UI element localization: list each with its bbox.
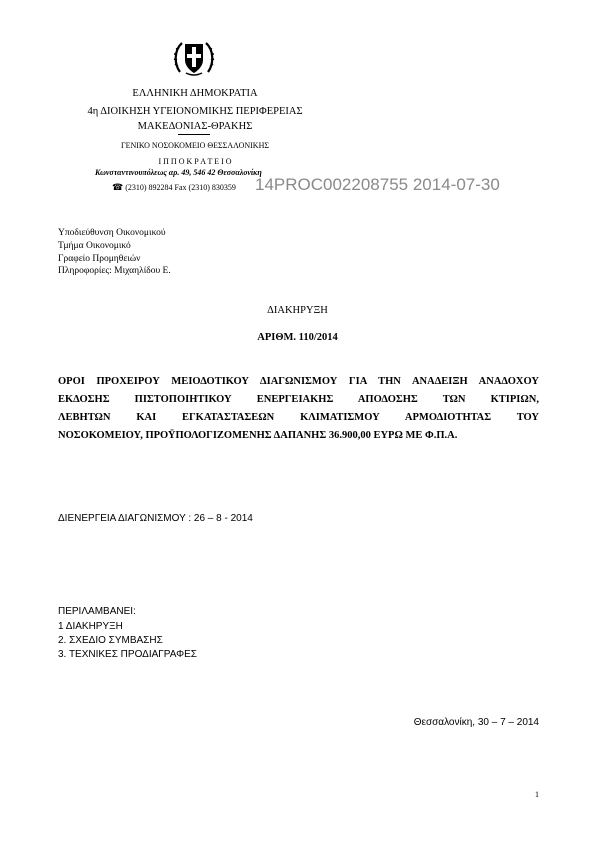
phone-fax-line [112, 182, 236, 193]
hospital-full-name: ΓΕΝΙΚΟ ΝΟΣΟΚΟΜΕΙΟ ΘΕΣΣΑΛΟΝΙΚΗΣ [120, 141, 270, 150]
department-line-3: Γραφείο Προμηθειών [58, 254, 141, 264]
tender-date: ΔΙΕΝΕΡΓΕΙΑ ΔΙΑΓΩΝΙΣΜΟΥ : 26 – 8 - 2014 [58, 513, 253, 524]
document-heading: ΔΙΑΚΗΡΥΞΗ [267, 305, 328, 316]
page-number: 1 [535, 790, 539, 799]
country-name: ΕΛΛΗΝΙΚΗ ΔΗΜΟΚΡΑΤΙΑ [132, 88, 258, 99]
department-line-2: Τμήμα Οικονομικό [58, 241, 131, 251]
registry-stamp: 14PROC002208755 2014-07-30 [255, 175, 500, 194]
contents-item: 3. ΤΕΧΝΙΚΕΣ ΠΡΟΔΙΑΓΡΑΦΕΣ [58, 649, 197, 660]
department-line-1: Υποδιεύθυνση Οικονομικού [58, 228, 166, 238]
document-number: ΑΡΙΘΜ. 110/2014 [257, 332, 338, 343]
header-divider [178, 134, 210, 135]
hospital-name: Ι Π Π Ο Κ Ρ Α Τ Ε Ι Ο [158, 157, 232, 166]
subject-line-1: ΟΡΟΙ ΠΡΟΧΕΙΡΟΥ ΜΕΙΟΔΟΤΙΚΟΥ ΔΙΑΓΩΝΙΣΜΟΥ ΓΙΑ ΤΗΝ ΑΝΑΔΕΙΞΗ ΑΝΑΔΟΧΟΥ [58, 376, 539, 387]
department-line-4: Πληροφορίες: Μιχαηλίδου Ε. [58, 266, 171, 276]
telephone-icon: ☎ [112, 182, 124, 192]
subject-line-4: ΝΟΣΟΚΟΜΕΙΟΥ, ΠΡΟΫΠΟΛΟΓΙΖΟΜΕΝΗΣ ΔΑΠΑΝΗΣ 36.900,00 ΕΥΡΩ ΜΕ Φ.Π.Α. [58, 430, 458, 441]
place-date: Θεσσαλονίκη, 30 – 7 – 2014 [413, 717, 539, 728]
region-name: ΜΑΚΕΔΟΝΙΑΣ-ΘΡΑΚΗΣ [137, 121, 253, 132]
hospital-address: Κωνσταντινουπόλεως αρ. 49, 546 42 Θεσσαλονίκη [95, 168, 262, 177]
health-authority: 4η ΔΙΟΙΚΗΣΗ ΥΓΕΙΟΝΟΜΙΚΗΣ ΠΕΡΙΦΕΡΕΙΑΣ [87, 106, 303, 117]
greek-coat-of-arms-icon [172, 38, 216, 78]
contents-heading: ΠΕΡΙΛΑΜΒΑΝΕΙ: [58, 606, 136, 617]
contents-item: 2. ΣΧΕΔΙΟ ΣΥΜΒΑΣΗΣ [58, 635, 163, 646]
phone-fax: (2310) 892284 Fax (2310) 830359 [125, 183, 236, 192]
subject-line-2: ΕΚΔΟΣΗΣ ΠΙΣΤΟΠΟΙΗΤΙΚΟΥ ΕΝΕΡΓΕΙΑΚΗΣ ΑΠΟΔΟΣΗΣ ΤΩΝ ΚΤΙΡΙΩΝ, [58, 394, 539, 405]
contents-item: 1 ΔΙΑΚΗΡΥΞΗ [58, 621, 123, 632]
subject-line-3: ΛΕΒΗΤΩΝ ΚΑΙ ΕΓΚΑΤΑΣΤΑΣΕΩΝ ΚΛΙΜΑΤΙΣΜΟΥ ΑΡΜΟΔΙΟΤΗΤΑΣ ΤΟΥ [58, 412, 539, 423]
